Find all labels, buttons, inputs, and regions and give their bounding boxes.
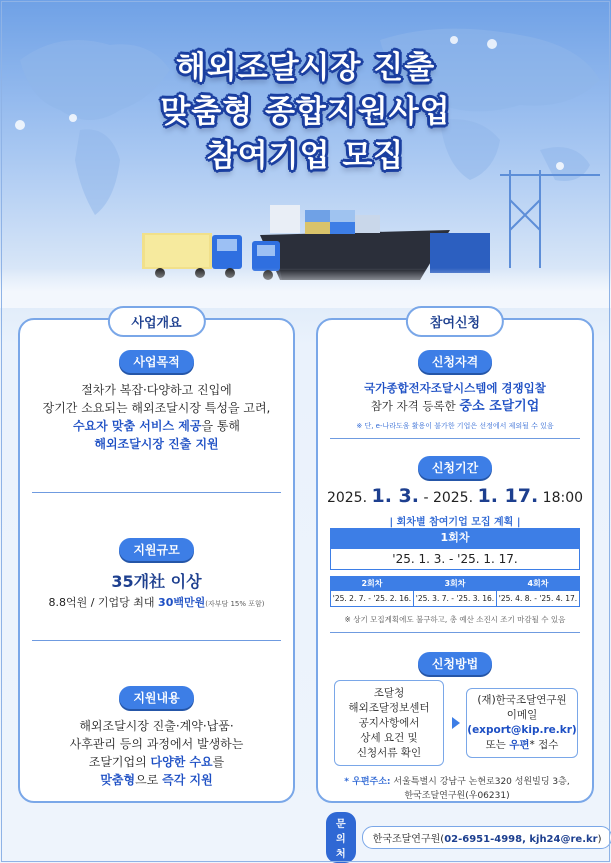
overview-tab: 사업개요 [107, 306, 205, 337]
content-line-4-bold-2: 즉각 지원 [162, 773, 213, 787]
round-column [413, 576, 497, 607]
method-box-2-line-4-pre: 또는 [485, 739, 510, 751]
divider [32, 640, 281, 641]
start-date: 1. 3. [371, 485, 419, 507]
eligibility-line-2-pre: 참가 자격 등록한 [370, 399, 460, 413]
scale-note: (자부담 15% 포함) [205, 600, 265, 608]
method-box-1-line: 신청서류 확인 [356, 746, 422, 759]
round-4-value: '25. 4. 8. - '25. 4. 17. [498, 594, 578, 603]
period-label: 신청기간 [418, 456, 492, 479]
method-box-1-line: 해외조달정보센터 [348, 701, 430, 714]
purpose-line-1: 절차가 복잡·다양하고 진입에 [81, 383, 232, 397]
round-4-header: 4회차 [497, 577, 579, 591]
round-1-header: 1회차 [330, 528, 580, 548]
eligibility-line-2-bold: 중소 조달기업 [459, 399, 540, 414]
period-note: ※ 상기 모집계획에도 불구하고, 총 예산 소진시 조기 마감될 수 있음 [344, 615, 566, 624]
method-box-2-line-4-post: * 접수 [529, 739, 559, 751]
divider [32, 492, 281, 493]
contact-details[interactable]: 02-6951-4998, kjh24@re.kr [444, 833, 598, 845]
content-line-1: 해외조달시장 진출·계약·납품· [79, 719, 234, 733]
eligibility-line-1: 국가종합전자조달시스템에 경쟁입찰 [364, 381, 546, 395]
rounds-table [330, 576, 580, 607]
apply-panel [316, 318, 594, 803]
content-line-3-post: 를 [212, 755, 225, 769]
ground-fade [0, 268, 611, 308]
apply-tab: 참여신청 [406, 306, 504, 337]
content-line-3-bold: 다양한 수요 [150, 755, 213, 769]
purpose-line-4: 해외조달시장 진출 지원 [94, 437, 219, 451]
round-column [496, 576, 580, 607]
method-box-info [334, 680, 444, 766]
period-dates [318, 485, 592, 507]
content-section [20, 686, 293, 789]
contact-pre: 한국조달연구원( [372, 833, 445, 845]
scale-headline: 35개社 이상 [111, 572, 202, 591]
title-line-2: 맞춤형 종합지원사업 [160, 94, 451, 130]
purpose-line-2: 장기간 소요되는 해외조달시장 특성을 고려, [42, 401, 271, 415]
contact-info [326, 818, 611, 860]
eligibility-section [318, 350, 592, 435]
scale-section [20, 538, 293, 613]
content-label: 지원내용 [119, 686, 193, 709]
postal-address-line-2: 한국조달연구원(우06231) [404, 791, 510, 801]
round-2-header: 2회차 [331, 577, 413, 591]
schedule-title: | 회차별 참여기업 모집 계획 | [389, 517, 521, 528]
contact-value [362, 826, 611, 849]
round-column [330, 576, 414, 607]
method-box-1-line: 조달청 [373, 686, 405, 699]
method-box-2-line-1: (재)한국조달연구원 [477, 694, 567, 706]
scale-detail: 8.8억원 / 기업당 최대 [48, 596, 159, 609]
title-line-3: 참여기업 모집 [206, 138, 405, 174]
method-label: 신청방법 [418, 652, 492, 675]
method-box-submit [466, 688, 578, 758]
postal-address-label: * 우편주소: [344, 777, 391, 787]
date-dash: - [419, 490, 433, 506]
divider [330, 632, 580, 633]
end-year: 2025. [432, 490, 474, 506]
content-line-2: 사후관리 등의 과정에서 발생하는 [69, 737, 244, 751]
method-box-2-line-4-bold: 우편 [509, 739, 530, 751]
method-box-2-line-2: 이메일 [506, 709, 538, 721]
end-time: 18:00 [542, 490, 584, 506]
eligibility-note: ※ 단, e-나라도움 활용이 불가한 기업은 선정에서 제외될 수 있음 [356, 422, 554, 430]
arrow-right-icon [452, 717, 460, 729]
start-year: 2025. [326, 490, 368, 506]
contact-label: 문의처 [326, 812, 356, 863]
scale-label: 지원규모 [119, 538, 193, 561]
content-line-3-pre: 조달기업의 [88, 755, 151, 769]
divider [330, 438, 580, 439]
title-line-1: 해외조달시장 진출 [175, 50, 436, 86]
eligibility-label: 신청자격 [418, 350, 492, 373]
method-box-1-line: 공지사항에서 [358, 716, 420, 729]
round-1-value: '25. 1. 3. - '25. 1. 17. [330, 548, 580, 570]
purpose-line-3-bold: 수요자 맞춤 서비스 제공 [72, 419, 202, 433]
method-box-2-email[interactable]: (export@kip.re.kr) [467, 724, 577, 736]
method-section [318, 652, 592, 675]
overview-panel [18, 318, 295, 803]
end-date: 1. 17. [477, 485, 539, 507]
purpose-line-3-rest: 을 통해 [201, 419, 241, 433]
round-3-header: 3회차 [414, 577, 496, 591]
postal-address-line-1: 서울특별시 강남구 논현로320 성원빌딩 3층, [390, 777, 570, 787]
method-box-1-line: 상세 요건 및 [360, 731, 418, 744]
round-2-value: '25. 2. 7. - '25. 2. 16. [332, 594, 412, 603]
contact-post: ) [597, 833, 602, 845]
scale-detail-bold: 30백만원 [158, 596, 206, 609]
content-line-4-bold-1: 맞춤형 [100, 773, 136, 787]
purpose-section [20, 350, 293, 453]
round-3-value: '25. 3. 7. - '25. 3. 16. [415, 594, 495, 603]
purpose-label: 사업목적 [119, 350, 193, 373]
period-section [318, 456, 592, 528]
postal-address [328, 775, 586, 803]
content-line-4-mid: 으로 [135, 773, 163, 787]
